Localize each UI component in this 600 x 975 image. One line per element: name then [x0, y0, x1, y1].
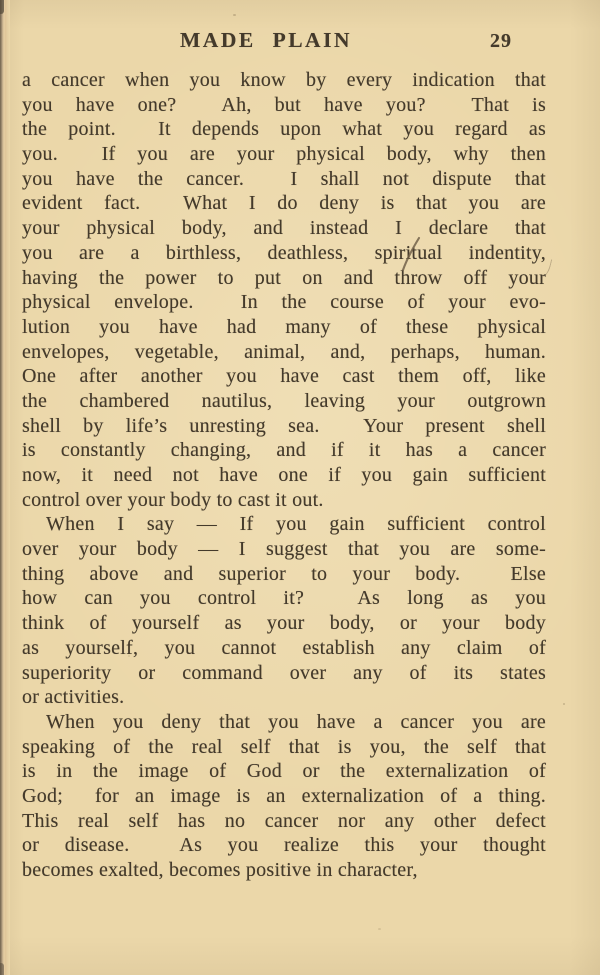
- text-line: control over your body to cast it out.: [22, 488, 324, 511]
- text-line: shell by life’s unresting sea. Your present shell: [22, 414, 546, 437]
- text-line: is constantly changing, and if it has a cancer: [22, 439, 546, 462]
- pen-mark-slash-icon: [399, 236, 423, 272]
- text-line: you have one? Ah, but have you? That is: [22, 93, 546, 116]
- text-line: is in the image of God or the externalization of: [22, 760, 546, 783]
- text-line: a cancer when you know by every indication that: [22, 69, 546, 91]
- text-block: [22, 68, 546, 883]
- page-number: 29: [490, 30, 512, 52]
- text-line: how can you control it? As long as you: [22, 587, 546, 610]
- text-line: thing above and superior to your body. Else: [22, 562, 546, 585]
- text-line: When I say — If you gain sufficient control: [46, 513, 546, 536]
- text-line: you. If you are your physical body, why then: [22, 143, 546, 166]
- text-line: evident fact. What I do deny is that you are: [22, 192, 546, 215]
- text-line: When you deny that you have a cancer you are: [46, 710, 546, 733]
- paper-speck: [563, 703, 565, 705]
- page-header: [22, 28, 546, 54]
- text-line: as yourself, you cannot establish any claim of: [22, 636, 546, 659]
- text-line: the chambered nautilus, leaving your outgrown: [22, 389, 546, 412]
- text-line: the point. It depends upon what you regard as: [22, 118, 546, 141]
- text-line: you are a birthless, deathless, spiritual indentity,: [22, 241, 546, 264]
- text-line: One after another you have cast them off, like: [22, 365, 546, 388]
- text-line: or disease. As you realize this your thought: [22, 834, 546, 857]
- running-header: MADE PLAIN: [180, 28, 352, 52]
- text-line: becomes exalted, becomes positive in character,: [22, 859, 418, 881]
- text-line: physical envelope. In the course of your evo-: [22, 291, 546, 314]
- page-edge-smudge-top: [0, 0, 4, 14]
- text-line: superiority or command over any of its states: [22, 661, 546, 684]
- text-line: speaking of the real self that is you, the self that: [22, 735, 546, 758]
- paper-speck: [233, 14, 236, 16]
- text-line: over your body — I suggest that you are some-: [22, 538, 546, 561]
- text-line: you have the cancer. I shall not dispute that: [22, 167, 546, 190]
- page-edge-smudge-bottom: [0, 963, 4, 975]
- paper-speck: [128, 655, 130, 657]
- text-line: now, it need not have one if you gain sufficient: [22, 464, 546, 486]
- text-line: envelopes, vegetable, animal, and, perhaps, human.: [22, 340, 546, 363]
- text-line: your physical body, and instead I declare that: [22, 217, 546, 240]
- page-edge-shadow: [0, 0, 10, 975]
- text-line: This real self has no cancer nor any other defect: [22, 809, 546, 832]
- text-line: think of yourself as your body, or your body: [22, 612, 546, 635]
- paper-speck: [378, 928, 381, 930]
- text-line: God; for an image is an externalization of a thing.: [22, 784, 546, 807]
- text-line: or activities.: [22, 686, 125, 709]
- text-line: having the power to put on and throw off your: [22, 266, 546, 289]
- text-line: lution you have had many of these physical: [22, 315, 546, 338]
